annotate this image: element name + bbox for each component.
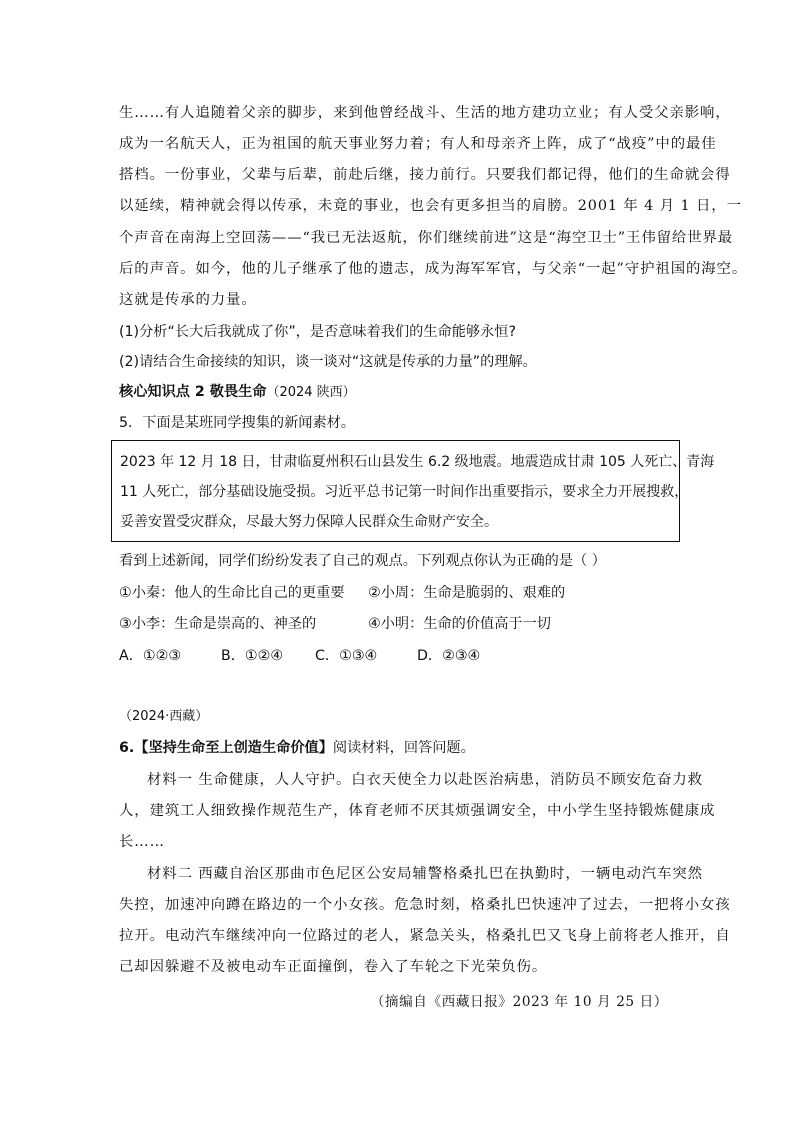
question-6-instruction: 阅读材料，回答问题。: [332, 740, 475, 756]
passage-line: 成为一名航天人，正为祖国的航天事业努力着；有人和母亲齐上阵，成了“战疫”中的最佳: [119, 136, 717, 152]
section-heading: [119, 382, 356, 403]
view-option: ④小明：生命的价值高于一切: [368, 616, 551, 632]
material-1-line: 材料一 生命健康，人人守护。白衣天使全力以赴医治病患，消防员不顾安危奋力救: [147, 772, 703, 788]
choice-a: A．①②③: [119, 648, 182, 664]
material-2-line: 拉开。电动汽车继续冲向一位路过的老人，紧急关头，格桑扎巴又飞身上前将老人推开，自: [119, 928, 731, 944]
passage-line: 生……有人追随着父亲的脚步，来到他曾经战斗、生活的地方建功立业；有人受父亲影响，: [119, 105, 731, 121]
material-1-line: 长……: [119, 834, 165, 850]
news-box: [111, 440, 715, 542]
news-line: 2023 年 12 月 18 日，甘肃临夏州积石山县发生 6.2 级地震。地震造成甘肃 105 人死亡、青海: [120, 454, 715, 470]
material-2-line: 材料二 西藏自治区那曲市色尼区公安局辅警格桑扎巴在执勤时，一辆电动汽车突然: [147, 866, 703, 882]
passage-line: 个声音在南海上空回荡——“我已无法返航，你们继续前进”这是“海空卫士”王伟留给世界最: [119, 230, 734, 246]
view-option: ②小周：生命是脆弱的、艰难的: [368, 585, 566, 601]
question-6-tag: （2024·西藏）: [119, 709, 209, 724]
question-6-topic: 6.【坚持生命至上创造生命价值】: [119, 740, 333, 756]
material-2-line: 己却因躲避不及被电动车正面撞倒，卷入了车轮之下光荣负伤。: [119, 959, 548, 975]
passage-line: 后的声音。如今，他的儿子继承了他的遗志，成为海军军官，与父亲“一起”守护祖国的海空。: [119, 261, 748, 277]
news-line: 11 人死亡，部分基础设施受损。习近平总书记第一时间作出重要指示，要求全力开展搜救，: [120, 484, 689, 500]
material-1-line: 人，建筑工人细致操作规范生产，体育老师不厌其烦强调安全，中小学生坚持锻炼健康成: [119, 803, 716, 819]
passage-line: 这就是传承的力量。: [119, 292, 257, 308]
question-6-stem: [119, 738, 475, 758]
view-option: ①小秦：他人的生命比自己的更重要: [119, 585, 345, 601]
question-5-stem: 5．下面是某班同学搜集的新闻素材。: [119, 415, 356, 431]
section-title: 核心知识点 2 敬畏生命: [119, 384, 267, 400]
news-line: 妥善安置受灾群众，尽最大努力保障人民群众生命财产安全。: [120, 514, 498, 530]
section-tag: （2024 陕西）: [266, 385, 356, 400]
question-4-2: (2)请结合生命接续的知识，谈一谈对“这就是传承的力量”的理解。: [119, 354, 537, 370]
passage-line: 搭档。一份事业，父辈与后辈，前赴后继，接力前行。只要我们都记得，他们的生命就会得: [119, 167, 731, 183]
source-citation: （摘编自《西藏日报》2023 年 10 月 25 日）: [370, 994, 668, 1010]
question-5-prompt: 看到上述新闻，同学们纷纷发表了自己的观点。下列观点你认为正确的是（ ）: [119, 553, 606, 569]
question-4-1: (1)分析“长大后我就成了你”，是否意味着我们的生命能够永恒?: [119, 324, 517, 340]
choice-c: C．①③④: [315, 648, 378, 664]
choice-d: D．②③④: [417, 648, 481, 664]
passage-line: 以延续，精神就会得以传承，未竟的事业，也会有更多担当的肩膀。2001 年 4 月 1 日，一: [119, 198, 742, 214]
material-2-line: 失控，加速冲向蹲在路边的一个小女孩。危急时刻，格桑扎巴快速冲了过去，一把将小女孩: [119, 897, 731, 913]
view-option: ③小李：生命是崇高的、神圣的: [119, 616, 317, 632]
choice-b: B．①②④: [221, 648, 284, 664]
